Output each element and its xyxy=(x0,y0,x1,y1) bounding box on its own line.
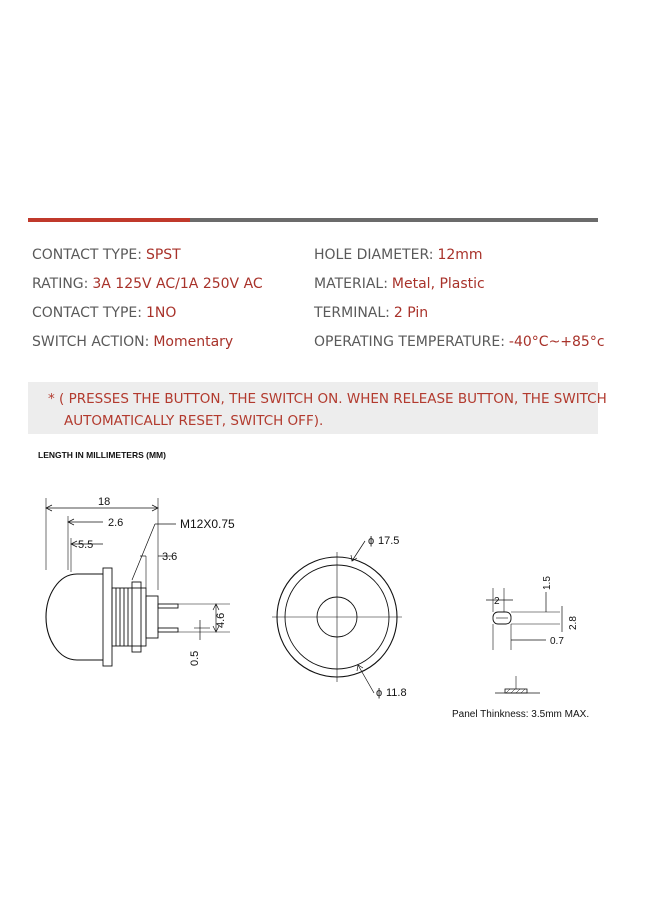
dim-pin-h: 1.5 xyxy=(542,576,553,590)
spec-label: TERMINAL: xyxy=(314,305,390,321)
dim-front-inner: 11.8 xyxy=(386,687,407,699)
dim-pin-width: 2 xyxy=(494,596,500,607)
dim-pin-height: 4.6 xyxy=(215,612,227,628)
dim-dome: 5.5 xyxy=(78,539,94,551)
spec-label: MATERIAL: xyxy=(314,276,388,292)
spec-label: SWITCH ACTION: xyxy=(32,334,150,350)
spec-label: OPERATING TEMPERATURE: xyxy=(314,334,505,350)
spec-label: HOLE DIAMETER: xyxy=(314,247,434,263)
dim-pin-gap: 0.7 xyxy=(550,636,564,647)
note-line-2: AUTOMATICALLY RESET, SWITCH OFF). xyxy=(64,413,324,429)
front-view xyxy=(272,541,402,693)
spec-value: -40°C~+85°c xyxy=(508,334,605,350)
dim-front-outer-phi: ϕ xyxy=(368,535,375,547)
note-line-1: * ( PRESSES THE BUTTON, THE SWITCH ON. WHEN RELEASE BUTTON, THE SWITCH xyxy=(48,391,607,407)
spec-value: 1NO xyxy=(145,305,177,321)
dim-overall-length: 18 xyxy=(98,496,111,508)
spec-value: 3A 125V AC/1A 250V AC xyxy=(92,276,263,292)
dim-pin-total: 2.8 xyxy=(568,616,579,630)
spec-value: 12mm xyxy=(437,247,483,263)
spec-value: 2 Pin xyxy=(393,305,429,321)
spec-value: Metal, Plastic xyxy=(391,276,485,292)
spec-label: RATING: xyxy=(32,276,89,292)
dimensions-caption: LENGTH IN MILLIMETERS (MM) xyxy=(38,450,166,460)
spec-label: CONTACT TYPE: xyxy=(32,305,142,321)
dim-pin-thickness: 0.5 xyxy=(189,650,201,666)
spec-value: SPST xyxy=(145,247,181,263)
spec-value: Momentary xyxy=(153,334,234,350)
dim-front-inner-phi: ϕ xyxy=(376,687,383,699)
dim-front-outer: 17.5 xyxy=(378,535,400,547)
dim-thread: M12X0.75 xyxy=(180,517,235,531)
dim-head: 2.6 xyxy=(108,517,124,529)
panel-thickness-label: Panel Thinkness: 3.5mm MAX. xyxy=(452,709,590,720)
dim-body: 3.6 xyxy=(162,551,178,563)
spec-label: CONTACT TYPE: xyxy=(32,247,142,263)
